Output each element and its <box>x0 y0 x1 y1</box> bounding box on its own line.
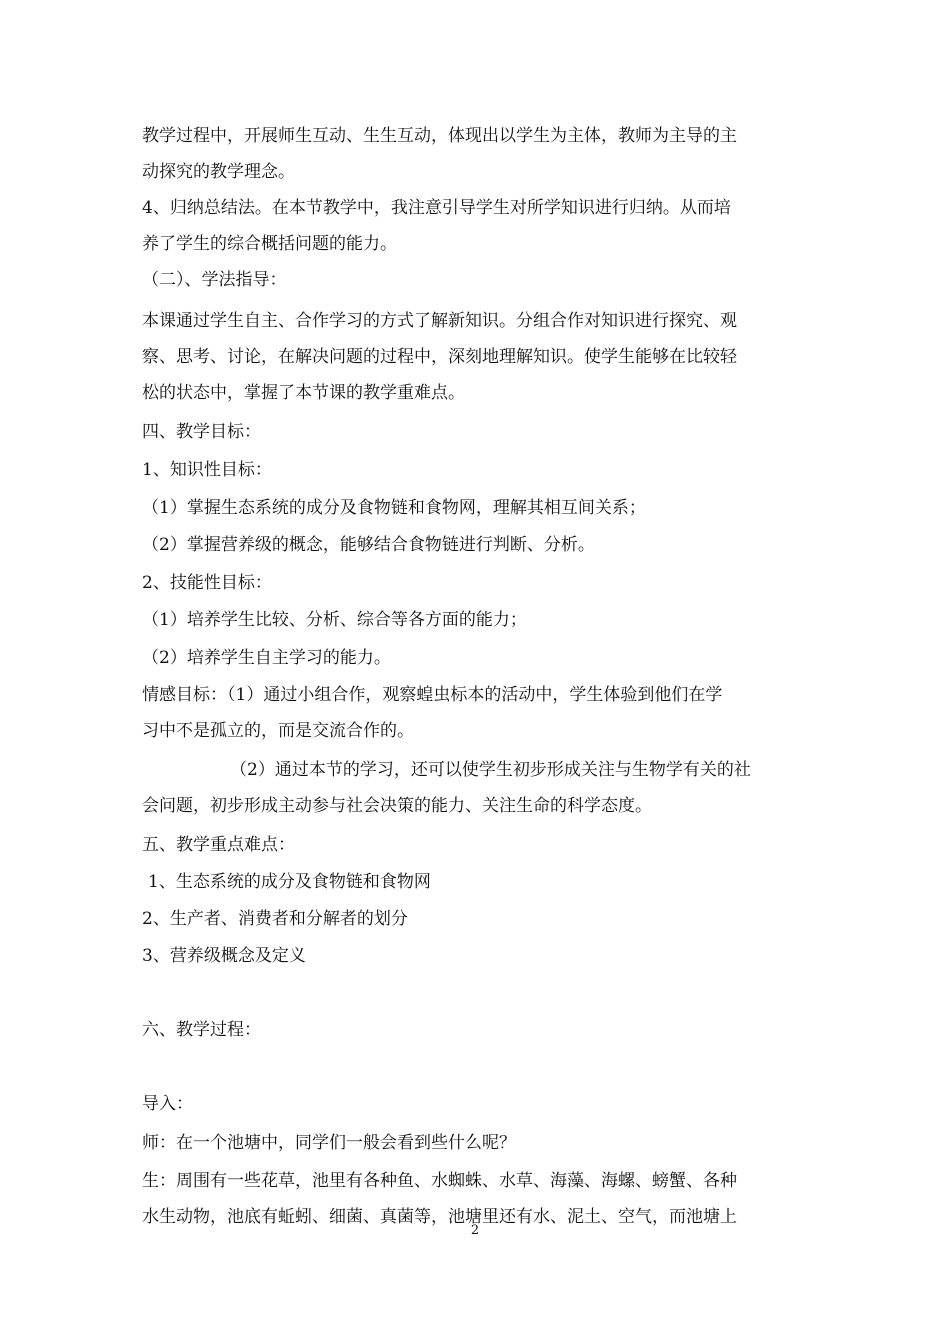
text-line: 养了学生的综合概括问题的能力。 <box>142 234 397 254</box>
list-item: 2、生产者、消费者和分解者的划分 <box>142 909 408 929</box>
list-item: 1、生态系统的成分及食物链和食物网 <box>148 872 431 892</box>
text-line: 情感目标：（1）通过小组合作，观察蝗虫标本的活动中，学生体验到他们在学 <box>142 685 723 705</box>
text-line: 动探究的教学理念。 <box>142 162 295 182</box>
subsection-heading: 2、技能性目标： <box>142 573 272 593</box>
section-heading: 五、教学重点难点： <box>142 835 295 855</box>
page-number: 2 <box>470 1223 480 1238</box>
text-line: 4、归纳总结法。在本节教学中，我注意引导学生对所学知识进行归纳。从而培 <box>142 198 731 218</box>
text-line: 松的状态中，掌握了本节课的教学重难点。 <box>142 383 465 403</box>
text-line: 本课通过学生自主、合作学习的方式了解新知识。分组合作对知识进行探究、观 <box>142 311 737 331</box>
list-item: 3、营养级概念及定义 <box>142 946 306 966</box>
subsection-heading: 1、知识性目标： <box>142 460 272 480</box>
text-line: 察、思考、讨论，在解决问题的过程中，深刻地理解知识。使学生能够在比较轻 <box>142 347 737 367</box>
text-line: （1）培养学生比较、分析、综合等各方面的能力； <box>142 610 527 630</box>
text-line: 教学过程中，开展师生互动、生生互动，体现出以学生为主体，教师为主导的主 <box>142 126 737 146</box>
subsection-heading: 导入： <box>142 1094 193 1114</box>
text-line: （2）通过本节的学习，还可以使学生初步形成关注与生物学有关的社 <box>230 760 751 780</box>
text-line: 习中不是孤立的，而是交流合作的。 <box>142 721 414 741</box>
section-heading: 四、教学目标： <box>142 422 261 442</box>
text-line: （2）掌握营养级的概念，能够结合食物链进行判断、分析。 <box>142 535 595 555</box>
text-line: （2）培养学生自主学习的能力。 <box>142 648 391 668</box>
text-line: 师：在一个池塘中，同学们一般会看到些什么呢？ <box>142 1133 516 1153</box>
section-heading: （二）、学法指导： <box>142 270 287 290</box>
section-heading: 六、教学过程： <box>142 1020 261 1040</box>
text-line: 水生动物，池底有蚯蚓、细菌、真菌等，池塘里还有水、泥土、空气，而池塘上 <box>142 1207 737 1227</box>
text-line: 生：周围有一些花草，池里有各种鱼、水蜘蛛、水草、海藻、海螺、螃蟹、各种 <box>142 1171 737 1191</box>
text-line: 会问题，初步形成主动参与社会决策的能力、关注生命的科学态度。 <box>142 796 652 816</box>
text-line: （1）掌握生态系统的成分及食物链和食物网，理解其相互间关系； <box>142 498 646 518</box>
